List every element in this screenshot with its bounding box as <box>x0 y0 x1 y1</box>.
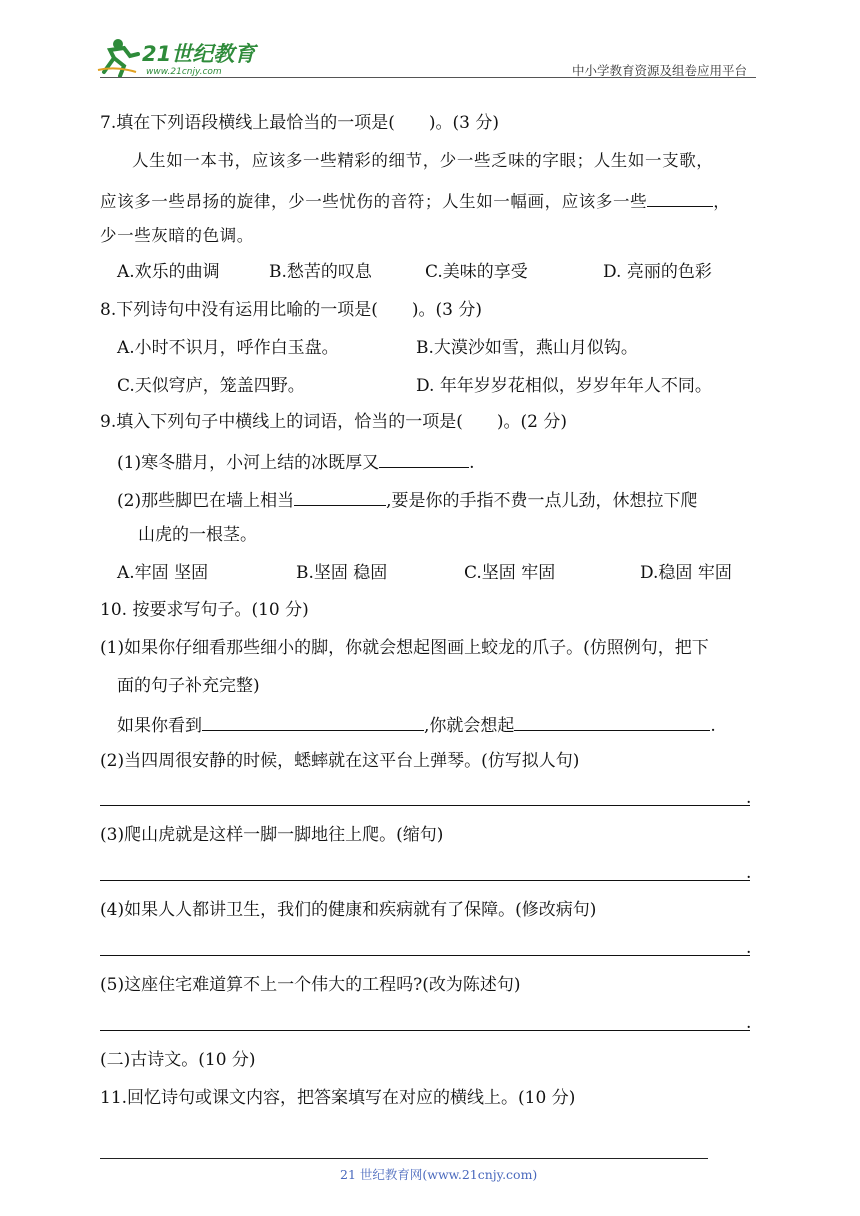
runner-logo-icon <box>96 36 261 78</box>
q7-option-a: A.欢乐的曲调 <box>117 262 220 282</box>
q10-part5-period: . <box>746 1013 752 1033</box>
logo-text: 21世纪教育 <box>142 42 256 66</box>
q10-part3-answer-line[interactable] <box>100 880 750 881</box>
q10-part1-line1: (1)如果你仔细看那些细小的脚，你就会想起图画上蛟龙的爪子。(仿照例句，把下 <box>100 638 709 658</box>
q10-part2-answer-line[interactable] <box>100 805 750 806</box>
q9-sentence-2-text: (2)那些脚巴在墙上相当 <box>117 491 295 511</box>
q10-part2: (2)当四周很安静的时候，蟋蟀就在这平台上弹琴。(仿写拟人句) <box>100 751 580 771</box>
q10-part3: (3)爬山虎就是这样一脚一脚地往上爬。(缩句) <box>100 825 444 845</box>
q7-option-b: B.愁苦的叹息 <box>269 262 372 282</box>
q7-answer-blank[interactable] <box>647 189 713 207</box>
section2-title: (二)古诗文。(10 分) <box>100 1050 256 1070</box>
q10-part1-fill-end: . <box>710 716 716 736</box>
q9-blank-2[interactable] <box>294 488 386 506</box>
q10-blank-1[interactable] <box>202 713 424 731</box>
q10-part1-fill <box>117 713 716 736</box>
q10-part1-fill-b: ,你就会想起 <box>424 716 515 736</box>
q7-passage-line2-text: 应该多一些昂扬的旋律，少一些忧伤的音符；人生如一幅画，应该多一些 <box>100 192 648 211</box>
q9-sentence-2 <box>117 488 698 511</box>
q8-option-b: B.大漠沙如雪，燕山月似钩。 <box>416 338 638 358</box>
q7-passage-line1: 人生如一本书，应该多一些精彩的细节，少一些乏味的字眼；人生如一支歌， <box>132 151 714 170</box>
q10-part4-answer-line[interactable] <box>100 955 750 956</box>
q10-blank-2[interactable] <box>514 713 710 731</box>
q9-sentence-1-text: (1)寒冬腊月，小河上结的冰既厚又 <box>117 453 380 473</box>
q7-passage-line3: 少一些灰暗的色调。 <box>100 226 254 245</box>
q10-part1-fill-a: 如果你看到 <box>117 716 202 736</box>
q10-part5: (5)这座住宅难道算不上一个伟大的工程吗?(改为陈述句) <box>100 975 521 995</box>
q9-stem: 9.填入下列句子中横线上的词语，恰当的一项是( )。(2 分) <box>100 412 567 432</box>
q10-part1-line2: 面的句子补充完整) <box>117 676 260 696</box>
footer-divider <box>100 1158 708 1159</box>
logo-url: www.21cnjy.com <box>146 67 222 77</box>
q9-option-c: C.坚固 牢固 <box>464 563 556 583</box>
q9-option-b: B.坚固 稳固 <box>296 563 388 583</box>
q10-part3-period: . <box>746 863 752 883</box>
q7-passage-line2-end: ， <box>713 192 731 211</box>
q9-option-a: A.牢固 坚固 <box>117 563 209 583</box>
q10-part4: (4)如果人人都讲卫生，我们的健康和疾病就有了保障。(修改病句) <box>100 900 597 920</box>
q9-sentence-1-end: . <box>469 453 475 473</box>
q9-option-d: D.稳固 牢固 <box>640 563 732 583</box>
q10-part5-answer-line[interactable] <box>100 1030 750 1031</box>
q9-sentence-2-cont: 山虎的一根茎。 <box>138 525 257 545</box>
platform-name: 中小学教育资源及组卷应用平台 <box>572 63 748 78</box>
q9-sentence-1 <box>117 450 475 473</box>
q7-passage-line2 <box>100 189 730 212</box>
header-divider <box>100 77 756 78</box>
q7-option-d: D. 亮丽的色彩 <box>603 262 712 282</box>
q10-part2-period: . <box>746 788 752 808</box>
q8-stem: 8.下列诗句中没有运用比喻的一项是( )。(3 分) <box>100 300 482 320</box>
q8-option-d: D. 年年岁岁花相似，岁岁年年人不同。 <box>416 376 712 396</box>
q10-stem: 10. 按要求写句子。(10 分) <box>100 600 309 620</box>
q10-part4-period: . <box>746 938 752 958</box>
q7-option-c: C.美味的享受 <box>425 262 528 282</box>
footer-text[interactable]: 21 世纪教育网(www.21cnjy.com) <box>340 1167 538 1182</box>
q11-stem: 11.回忆诗句或课文内容，把答案填写在对应的横线上。(10 分) <box>100 1088 576 1108</box>
q8-option-c: C.天似穹庐，笼盖四野。 <box>117 376 305 396</box>
q8-option-a: A.小时不识月，呼作白玉盘。 <box>117 338 339 358</box>
q9-sentence-2-rest: ,要是你的手指不费一点儿劲，休想拉下爬 <box>386 491 698 511</box>
site-logo <box>96 36 261 78</box>
q9-blank-1[interactable] <box>379 450 469 468</box>
q7-stem: 7.填在下列语段横线上最恰当的一项是( )。(3 分) <box>100 113 499 133</box>
